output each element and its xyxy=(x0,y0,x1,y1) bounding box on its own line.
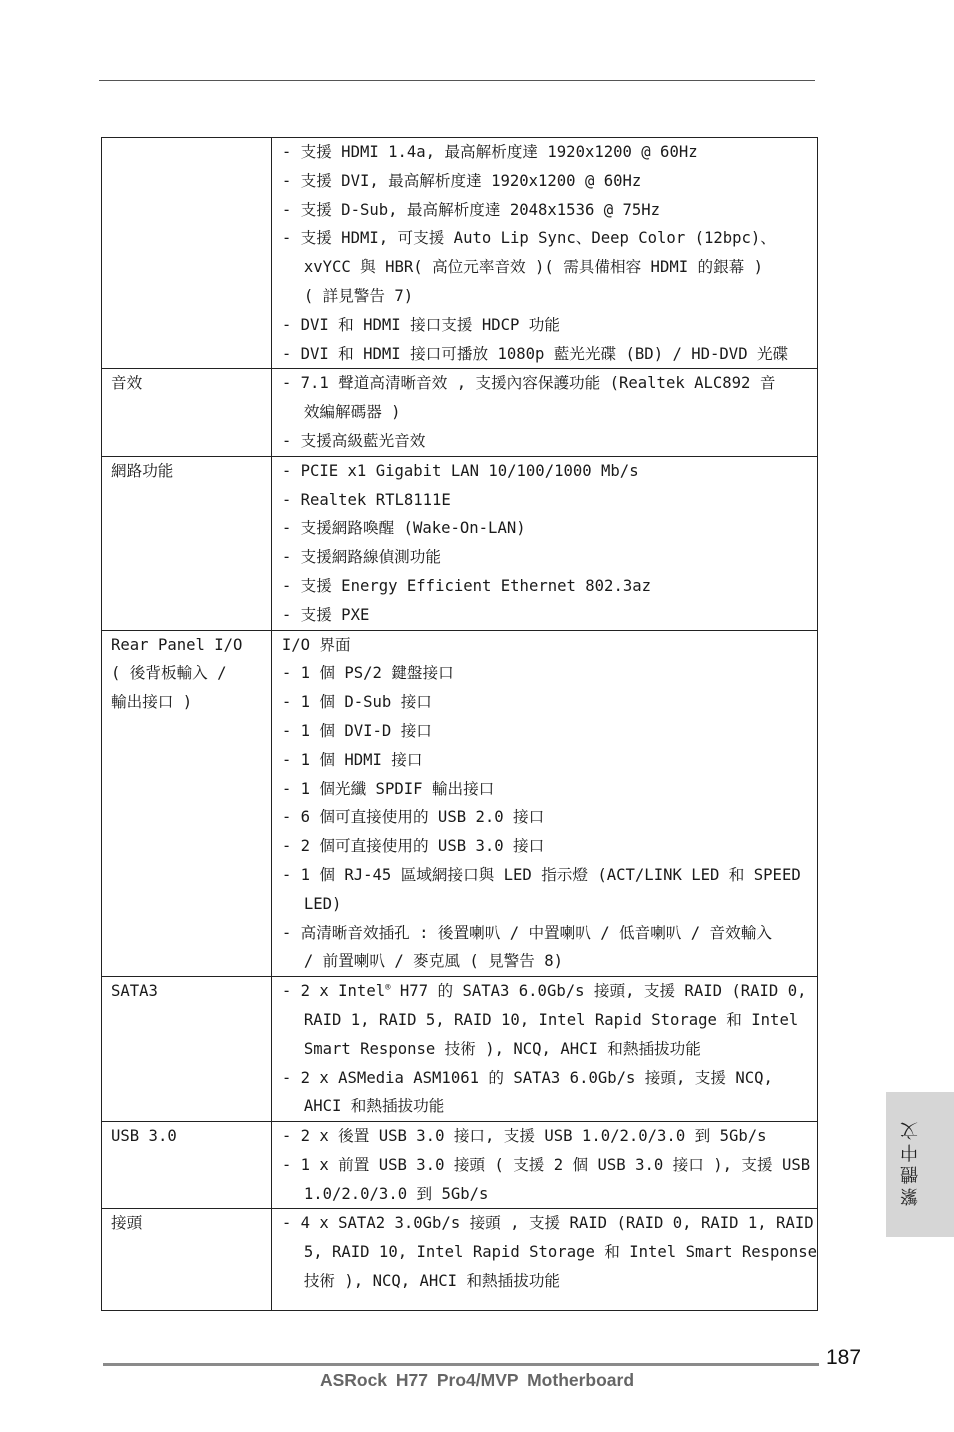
spec-line: - 1 個 D-Sub 接口 xyxy=(281,693,432,712)
spec-label: 音效 xyxy=(102,369,272,456)
spec-line: - 6 個可直接使用的 USB 2.0 接口 xyxy=(281,808,545,827)
spec-content xyxy=(271,977,817,1122)
spec-line: - 1 個光纖 SPDIF 輸出接口 xyxy=(281,779,495,798)
spec-line: - 7.1 聲道高清晰音效 , 支援內容保護功能 (Realtek ALC892 音 xyxy=(281,374,776,393)
spec-line: Smart Response 技術 ), NCQ, AHCI 和熱插拔功能 xyxy=(303,1039,701,1058)
spec-line: - 1 個 RJ-45 區域網接口與 LED 指示燈 (ACT/LINK LED 和 SPEED xyxy=(281,865,801,884)
spec-table-body xyxy=(102,138,818,1311)
spec-label: 接頭 xyxy=(102,1209,272,1310)
spec-content xyxy=(271,369,817,456)
bottom-rule xyxy=(103,1363,819,1366)
spec-line: - 支援 HDMI 1.4a, 最高解析度達 1920x1200 @ 60Hz xyxy=(281,143,698,161)
spec-row xyxy=(102,1122,818,1209)
spec-line: - 支援 PXE xyxy=(281,605,370,624)
page-number: 187 xyxy=(826,1346,862,1369)
spec-line: RAID 1, RAID 5, RAID 10, Intel Rapid Storage 和 Intel xyxy=(303,1010,799,1029)
spec-line: - Realtek RTL8111E xyxy=(281,490,451,509)
spec-row xyxy=(102,138,818,369)
spec-line: - 4 x SATA2 3.0Gb/s 接頭 , 支援 RAID (RAID 0, RAID 1, RAID xyxy=(281,1214,814,1233)
spec-line: 1.0/2.0/3.0 到 5Gb/s xyxy=(303,1184,489,1203)
spec-line: - 1 個 PS/2 鍵盤接口 xyxy=(281,664,454,683)
spec-content xyxy=(271,138,817,369)
footer-title: ASRock H77 Pro4/MVP Motherboard xyxy=(319,1370,635,1390)
spec-label: Rear Panel I/O ( 後背板輸入 / 輸出接口 ) xyxy=(102,630,272,977)
spec-line: - 2 個可直接使用的 USB 3.0 接口 xyxy=(281,837,545,856)
spec-label: 網路功能 xyxy=(102,456,272,630)
registered-mark: ® xyxy=(385,982,391,993)
spec-line: - 2 x ASMedia ASM1061 的 SATA3 6.0Gb/s 接頭, 支援 NCQ, xyxy=(281,1068,773,1087)
spec-line: ( 詳見警告 7) xyxy=(303,286,414,305)
spec-row xyxy=(102,369,818,456)
spec-line: - DVI 和 HDMI 接口支援 HDCP 功能 xyxy=(281,315,560,334)
language-label: 繁體中文 xyxy=(900,1118,921,1206)
spec-line: - 2 x Intel® H77 的 SATA3 6.0Gb/s 接頭, 支援 RAID (RAID 0, xyxy=(281,982,807,1001)
spec-content xyxy=(271,456,817,630)
spec-line: / 前置喇叭 / 麥克風 ( 見警告 8) xyxy=(303,952,564,971)
spec-line: 技術 ), NCQ, AHCI 和熱插拔功能 xyxy=(303,1272,561,1291)
language-side-tab xyxy=(886,1092,954,1237)
spec-line: - 支援 HDMI, 可支援 Auto Lip Sync、Deep Color (12bpc)、 xyxy=(281,229,776,248)
spec-line: - 2 x 後置 USB 3.0 接口, 支援 USB 1.0/2.0/3.0 到 5Gb/s xyxy=(281,1127,767,1146)
spec-line: - 1 個 DVI-D 接口 xyxy=(281,721,432,740)
spec-line: 5, RAID 10, Intel Rapid Storage 和 Intel Smart Response xyxy=(303,1243,817,1262)
spec-line: - DVI 和 HDMI 接口可播放 1080p 藍光光碟 (BD) / HD-DVD 光碟 xyxy=(281,344,789,363)
spec-row xyxy=(102,1209,818,1310)
spec-row xyxy=(102,630,818,977)
spec-line: - 1 x 前置 USB 3.0 接頭 ( 支援 2 個 USB 3.0 接口 ), 支援 USB xyxy=(281,1155,811,1174)
spec-line: - 高清晰音效插孔 : 後置喇叭 / 中置喇叭 / 低音喇叭 / 音效輸入 xyxy=(281,923,772,942)
spec-table xyxy=(101,137,818,1311)
spec-line: - 1 個 HDMI 接口 xyxy=(281,750,423,769)
spec-content xyxy=(271,1209,817,1310)
spec-line: LED) xyxy=(303,894,342,913)
spec-line: I/O 界面 xyxy=(281,635,351,654)
spec-content xyxy=(271,1122,817,1209)
spec-line: - 支援高級藍光音效 xyxy=(281,431,426,450)
spec-line: 效編解碼器 ) xyxy=(303,403,401,422)
spec-line: - 支援 D-Sub, 最高解析度達 2048x1536 @ 75Hz xyxy=(281,200,661,219)
spec-line: - 支援網路線偵測功能 xyxy=(281,548,441,567)
spec-line: AHCI 和熱插拔功能 xyxy=(303,1097,445,1116)
spec-label xyxy=(102,138,272,369)
spec-line: - 支援 DVI, 最高解析度達 1920x1200 @ 60Hz xyxy=(281,171,642,190)
spec-label: USB 3.0 xyxy=(102,1122,272,1209)
spec-content xyxy=(271,630,817,977)
spec-line: - 支援 Energy Efficient Ethernet 802.3az xyxy=(281,576,651,595)
spec-row xyxy=(102,977,818,1122)
spec-line: - 支援網路喚醒 (Wake-On-LAN) xyxy=(281,519,526,538)
spec-line: xvYCC 與 HBR( 高位元率音效 )( 需具備相容 HDMI 的銀幕 ) xyxy=(303,258,764,277)
top-rule xyxy=(99,80,815,81)
spec-label: SATA3 xyxy=(102,977,272,1122)
spec-line: - PCIE x1 Gigabit LAN 10/100/1000 Mb/s xyxy=(281,461,639,480)
spec-row xyxy=(102,456,818,630)
